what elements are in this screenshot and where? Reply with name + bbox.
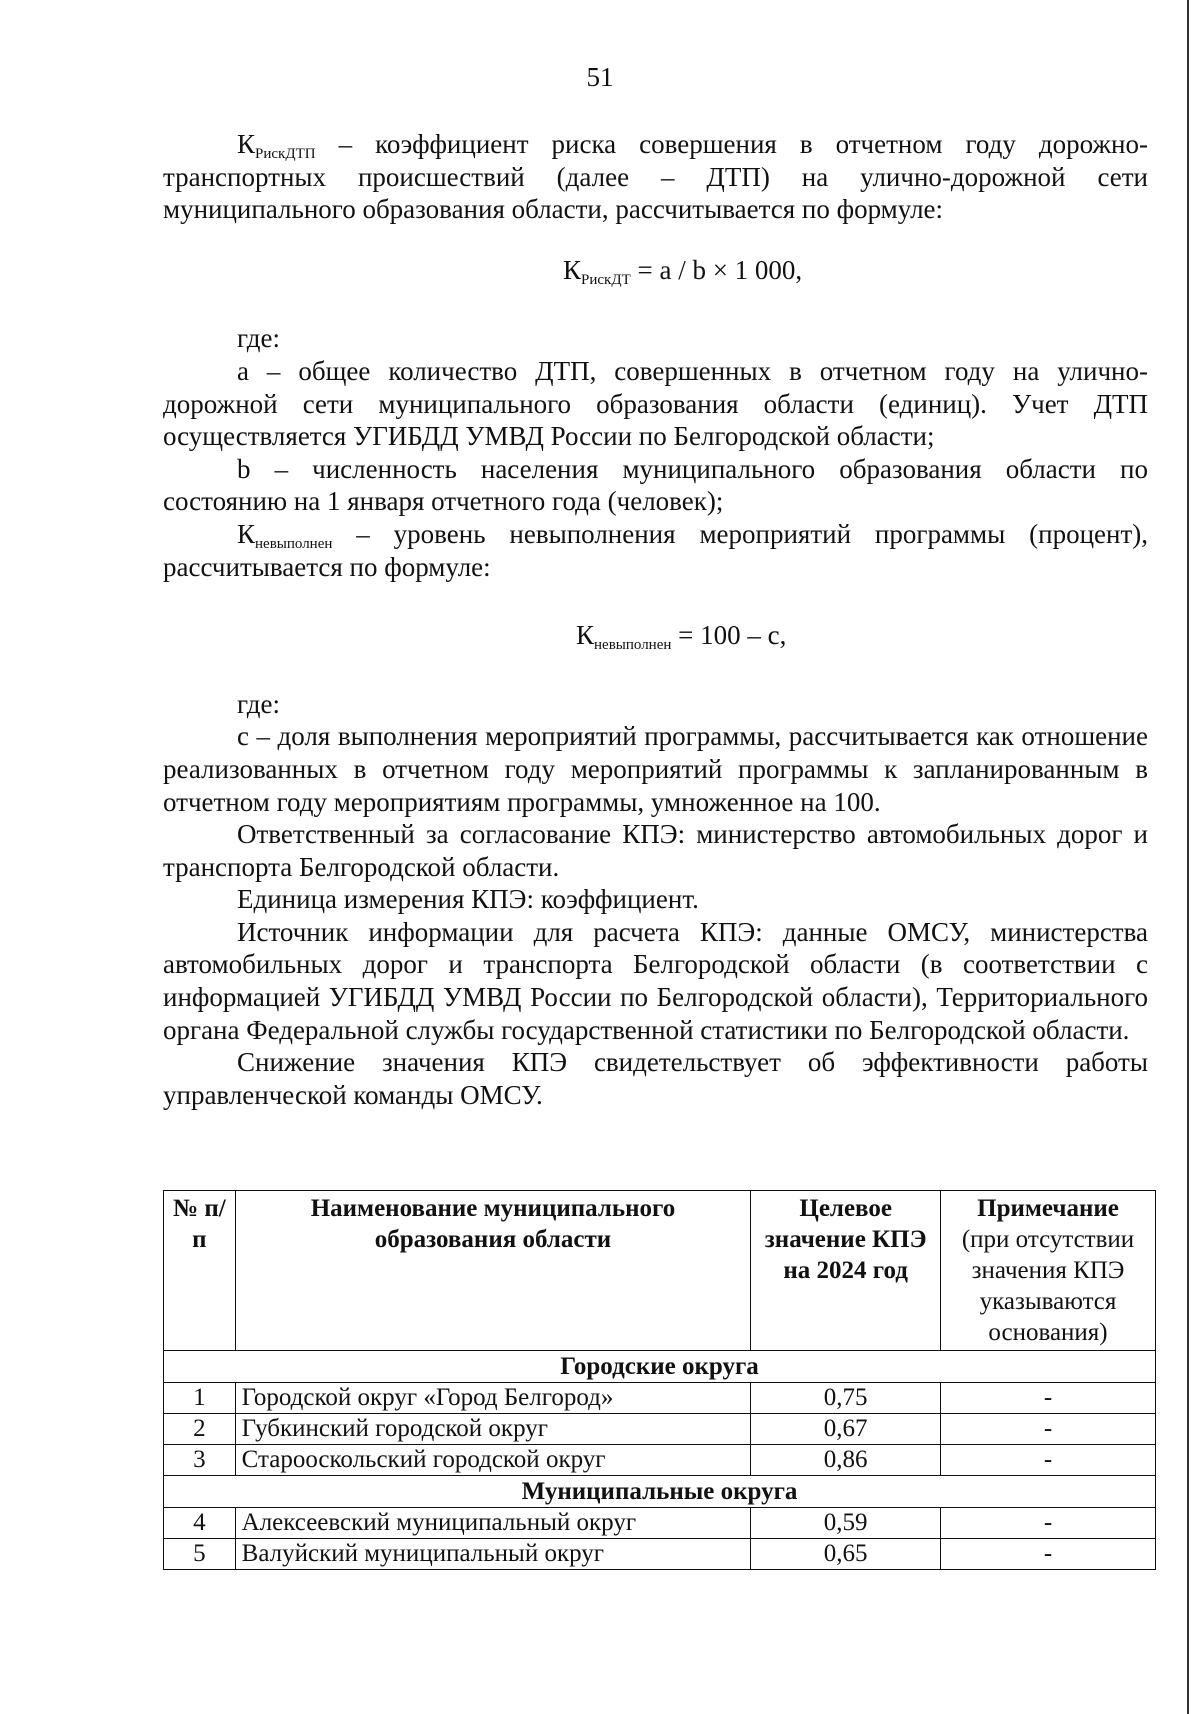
header-note-sub: (при отсутствии значения КПЭ указываются основания) xyxy=(961,1226,1135,1346)
row-num: 5 xyxy=(164,1539,236,1570)
row-note: - xyxy=(941,1414,1156,1445)
group-title: Городские округа xyxy=(164,1351,1156,1383)
row-note: - xyxy=(941,1539,1156,1570)
formula-risk: $К_{РискДТ} = a / b \times 1$ 000, xyxy=(563,254,803,288)
page-edge-line xyxy=(1187,0,1189,1714)
kpe-table xyxy=(163,1190,1156,1570)
table-row xyxy=(164,1539,1156,1570)
header-note-title: Примечание xyxy=(977,1195,1119,1222)
paragraph-source: Источник информации для расчета КПЭ: данные ОМСУ, министерства автомобильных дорог и транспорта Белгородской области (в соответствии с информацией УГИБДД УМВД России по Белгородской области), Территориального органа Федеральной службы государственной статистики по Белгородской области. xyxy=(163,916,1148,1045)
table-row xyxy=(164,1383,1156,1414)
row-value: 0,65 xyxy=(751,1539,941,1570)
table-row xyxy=(164,1508,1156,1539)
row-num: 4 xyxy=(164,1508,236,1539)
row-value: 0,67 xyxy=(751,1414,941,1445)
paragraph-a-definition: а – общее количество ДТП, совершенных в отчетном году на улично-дорожной сети муниципального образования области (единиц). Учет ДТП осуществляется УГИБДД УМВД России по Белгородской области; xyxy=(163,355,1148,452)
row-note: - xyxy=(941,1508,1156,1539)
paragraph-decrease: Снижение значения КПЭ свидетельствует об эффективности работы управленческой команды ОМСУ. xyxy=(163,1047,1148,1110)
paragraph-non-fulfillment: $К_{невыполнен}$ – уровень невыполнения мероприятий программы (процент), рассчитывается по формуле: xyxy=(163,518,1148,582)
row-num: 2 xyxy=(164,1414,236,1445)
group-row xyxy=(164,1476,1156,1508)
header-target: Целевое значение КПЭ на 2024 год xyxy=(751,1191,941,1351)
row-num: 3 xyxy=(164,1445,236,1476)
formula-non-fulfillment: $К_{невыполнен} = 100 - с$, xyxy=(576,620,787,654)
row-note: - xyxy=(941,1383,1156,1414)
row-note: - xyxy=(941,1445,1156,1476)
row-name: Старооскольский городской округ xyxy=(235,1445,751,1476)
where-label: где: xyxy=(237,323,280,354)
paragraph-c-definition: с – доля выполнения мероприятий программы, рассчитывается как отношение реализованных в отчетном году мероприятий программы к запланированным в отчетном году мероприятиям программы, умноженное на 100. xyxy=(163,721,1148,817)
row-value: 0,86 xyxy=(751,1445,941,1476)
row-name: Валуйский муниципальный округ xyxy=(235,1539,751,1570)
paragraph-responsible: Ответственный за согласование КПЭ: министерство автомобильных дорог и транспорта Белгородской области. xyxy=(163,819,1148,882)
row-value: 0,75 xyxy=(751,1383,941,1414)
table-row xyxy=(164,1445,1156,1476)
header-num: № п/п xyxy=(164,1191,236,1351)
paragraph-b-definition: b – численность населения муниципального образования области по состоянию на 1 января отчетного года (человек); xyxy=(163,453,1148,517)
header-note xyxy=(941,1191,1156,1351)
row-name: Алексеевский муниципальный округ xyxy=(235,1508,751,1539)
document-body xyxy=(163,128,1148,1111)
page-number: 51 xyxy=(586,62,614,92)
where-label: где: xyxy=(237,688,280,719)
table-header-row xyxy=(164,1191,1156,1351)
row-name: Губкинский городской округ xyxy=(235,1414,751,1445)
row-num: 1 xyxy=(164,1383,236,1414)
group-title: Муниципальные округа xyxy=(164,1476,1156,1508)
paragraph-unit: Единица измерения КПЭ: коэффициент. xyxy=(237,884,699,915)
paragraph-risk-coefficient: $К_{РискДТП}$ – коэффициент риска совершения в отчетном году дорожно-транспортных происшествий (далее – ДТП) на улично-дорожной сети муниципального образования области, рассчитывается по формуле: xyxy=(163,129,1148,225)
row-name: Городской округ «Город Белгород» xyxy=(235,1383,751,1414)
group-row xyxy=(164,1351,1156,1383)
header-name: Наименование муниципального образования области xyxy=(235,1191,751,1351)
table-row xyxy=(164,1414,1156,1445)
row-value: 0,59 xyxy=(751,1508,941,1539)
